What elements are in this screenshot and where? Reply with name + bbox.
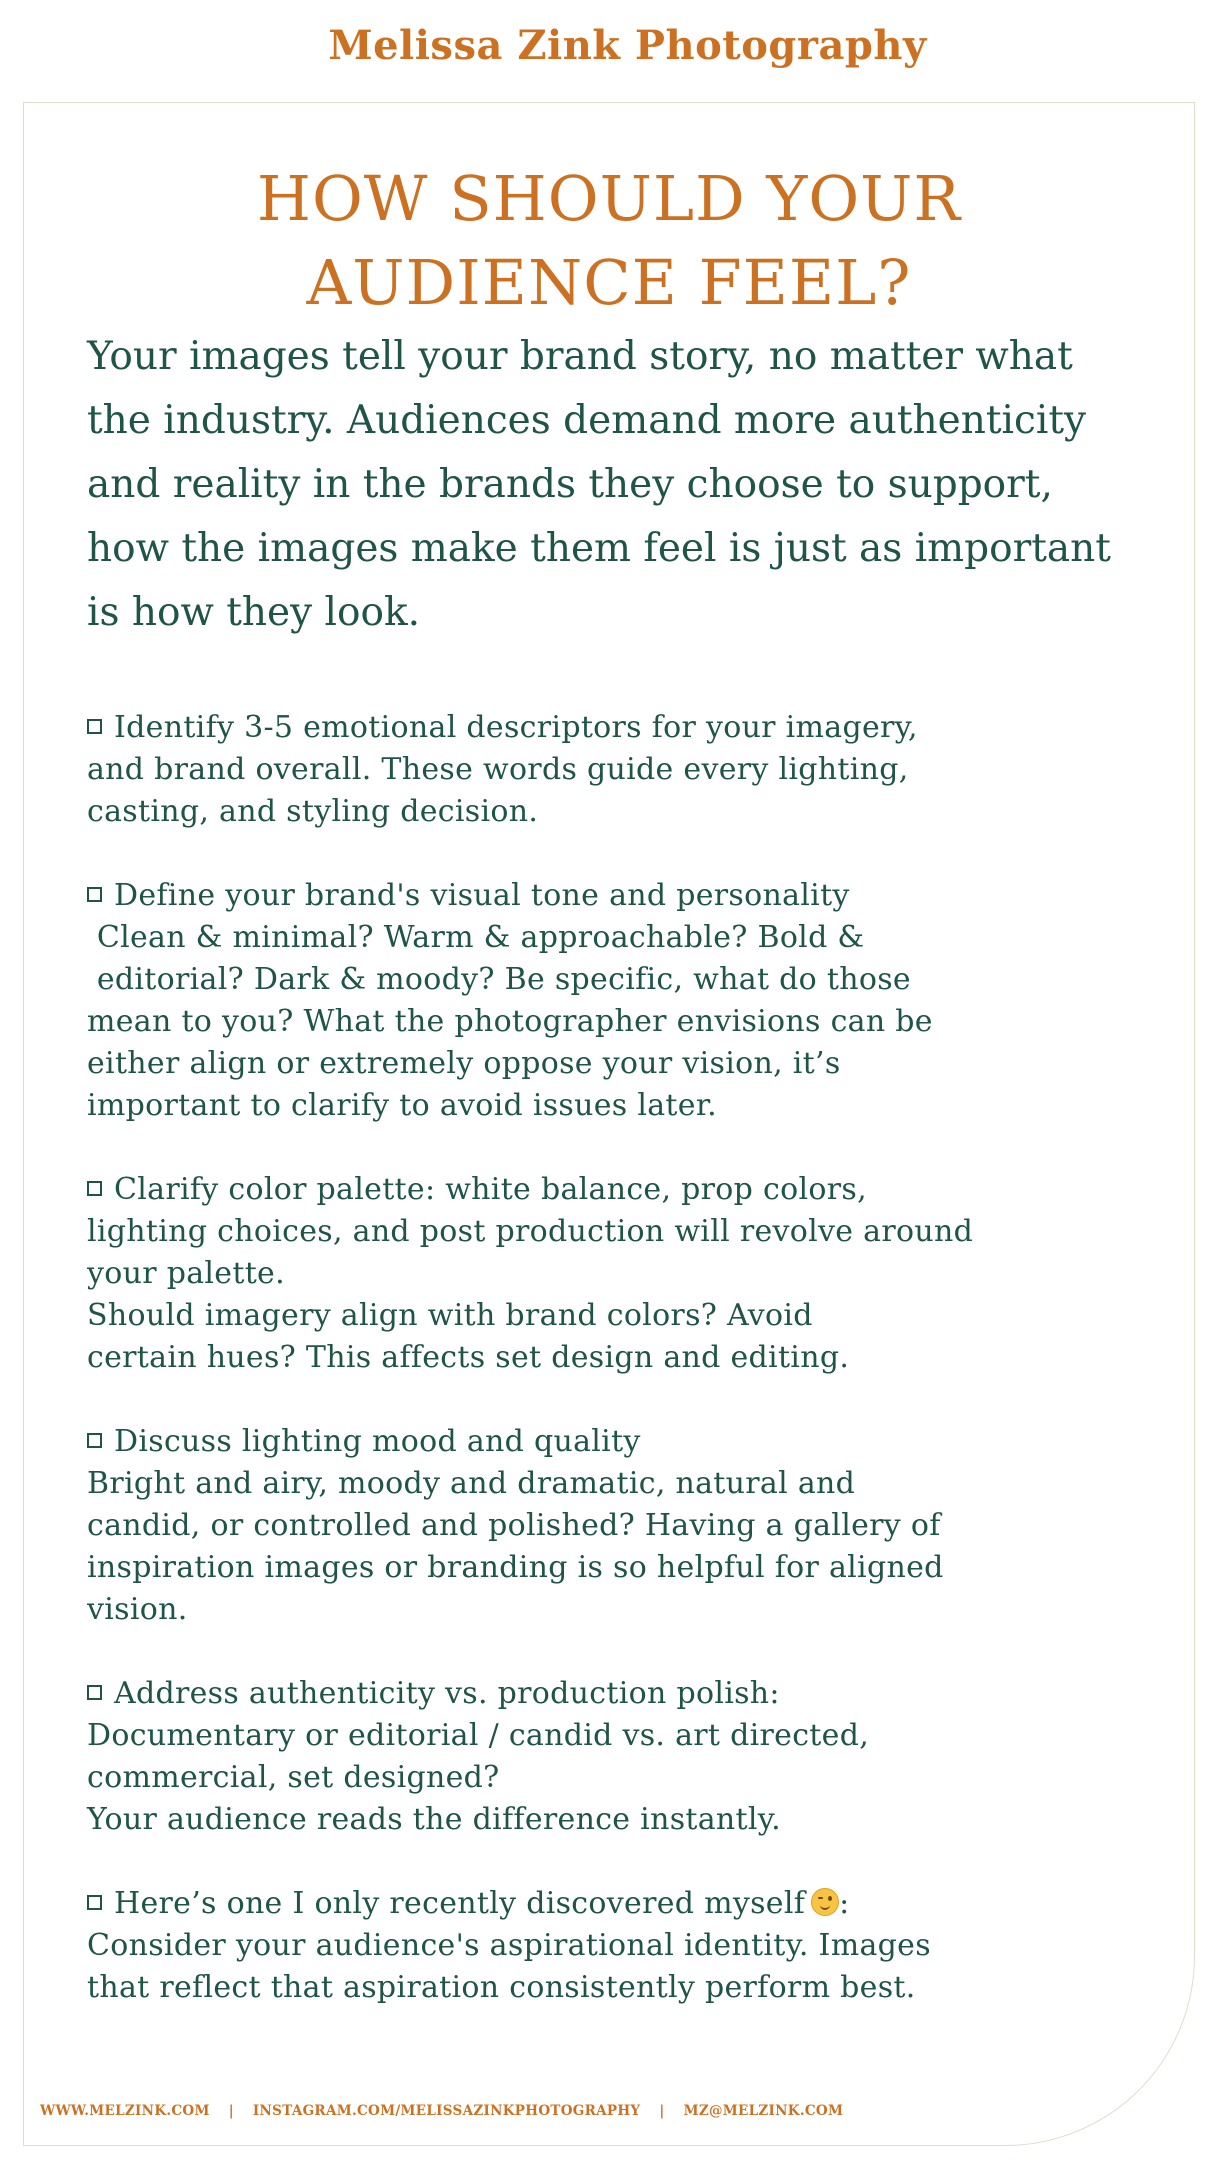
checklist-line [87, 1883, 1147, 1925]
emoji-colon: : [839, 1886, 850, 1921]
footer-instagram-link[interactable]: INSTAGRAM.COM/MELISSAZINKPHOTOGRAPHY [252, 2103, 641, 2119]
checklist-line: lighting choices, and post production will revolve around [87, 1214, 974, 1249]
checklist-item-lighting-mood [87, 1421, 1147, 1631]
empty-checkbox-icon [87, 1685, 102, 1700]
checklist-line: commercial, set designed? [87, 1760, 500, 1795]
checklist-line: Clean & minimal? Warm & approachable? Bold & [87, 920, 865, 955]
empty-checkbox-icon [87, 1895, 102, 1910]
footer-separator: | [659, 2103, 665, 2119]
footer-separator: | [228, 2103, 234, 2119]
checklist-line: Consider your audience's aspirational identity. Images [87, 1928, 931, 1963]
checklist-line: candid, or controlled and polished? Having a gallery of [87, 1508, 941, 1543]
checklist-item-identify-descriptors [87, 707, 1147, 833]
footer-website-link[interactable]: WWW.MELZINK.COM [40, 2103, 210, 2119]
checklist-line [87, 707, 1147, 749]
checklist-text: Identify 3-5 emotional descriptors for your imagery, [114, 710, 918, 745]
checklist-line: your palette. [87, 1256, 285, 1291]
checklist-text: Address authenticity vs. production polish: [114, 1676, 780, 1711]
empty-checkbox-icon [87, 1181, 102, 1196]
checklist-line: certain hues? This affects set design and editing. [87, 1340, 850, 1375]
checklist-text: Clarify color palette: white balance, prop colors, [114, 1172, 867, 1207]
checklist-item-aspirational-identity [87, 1883, 1147, 2009]
brand-title: Melissa Zink Photography [328, 22, 927, 69]
checklist-line: Documentary or editorial / candid vs. art directed, [87, 1718, 870, 1753]
checklist-item-color-palette [87, 1169, 1147, 1379]
footer-contact [40, 2103, 843, 2119]
checklist-line: either align or extremely oppose your vision, it’s [87, 1046, 841, 1081]
headline-line-1: HOW SHOULD YOUR [256, 162, 962, 235]
checklist-line: and brand overall. These words guide every lighting, [87, 752, 909, 787]
checklist-line [87, 1169, 1147, 1211]
checklist-item-authenticity [87, 1673, 1147, 1841]
checklist-line: vision. [87, 1592, 188, 1627]
checklist-line: important to clarify to avoid issues later. [87, 1088, 718, 1123]
checklist-line: Bright and airy, moody and dramatic, natural and [87, 1466, 856, 1501]
checklist-line: casting, and styling decision. [87, 794, 539, 829]
checklist-line: inspiration images or branding is so helpful for aligned [87, 1550, 944, 1585]
checklist-text: Define your brand's visual tone and personality [114, 878, 850, 913]
checklist-line: editorial? Dark & moody? Be specific, what do those [87, 962, 911, 997]
checklist-line: mean to you? What the photographer envisions can be [87, 1004, 933, 1039]
checklist-line: Your audience reads the difference instantly. [87, 1802, 781, 1837]
empty-checkbox-icon [87, 887, 102, 902]
empty-checkbox-icon [87, 1433, 102, 1448]
checklist-text: Here’s one I only recently discovered myself [114, 1886, 806, 1921]
checklist-line: Should imagery align with brand colors? Avoid [87, 1298, 813, 1333]
footer-email-link[interactable]: MZ@MELZINK.COM [683, 2103, 844, 2119]
intro-paragraph: Your images tell your brand story, no matter what the industry. Audiences demand more authenticity and reality in the brands they choose to support, how the images make them feel is just as important is how they look. [87, 334, 1111, 635]
headline-line-2: AUDIENCE FEEL? [306, 246, 912, 319]
checklist-line: that reflect that aspiration consistently perform best. [87, 1970, 916, 2005]
checklist-line [87, 875, 1147, 917]
checklist-item-visual-tone [87, 875, 1147, 1127]
page-headline [23, 157, 1195, 325]
checklist-line [87, 1421, 1147, 1463]
checklist [87, 707, 1147, 2051]
winking-face-emoji-icon [811, 1888, 839, 1916]
empty-checkbox-icon [87, 719, 102, 734]
checklist-text: Discuss lighting mood and quality [114, 1424, 641, 1459]
checklist-line [87, 1673, 1147, 1715]
